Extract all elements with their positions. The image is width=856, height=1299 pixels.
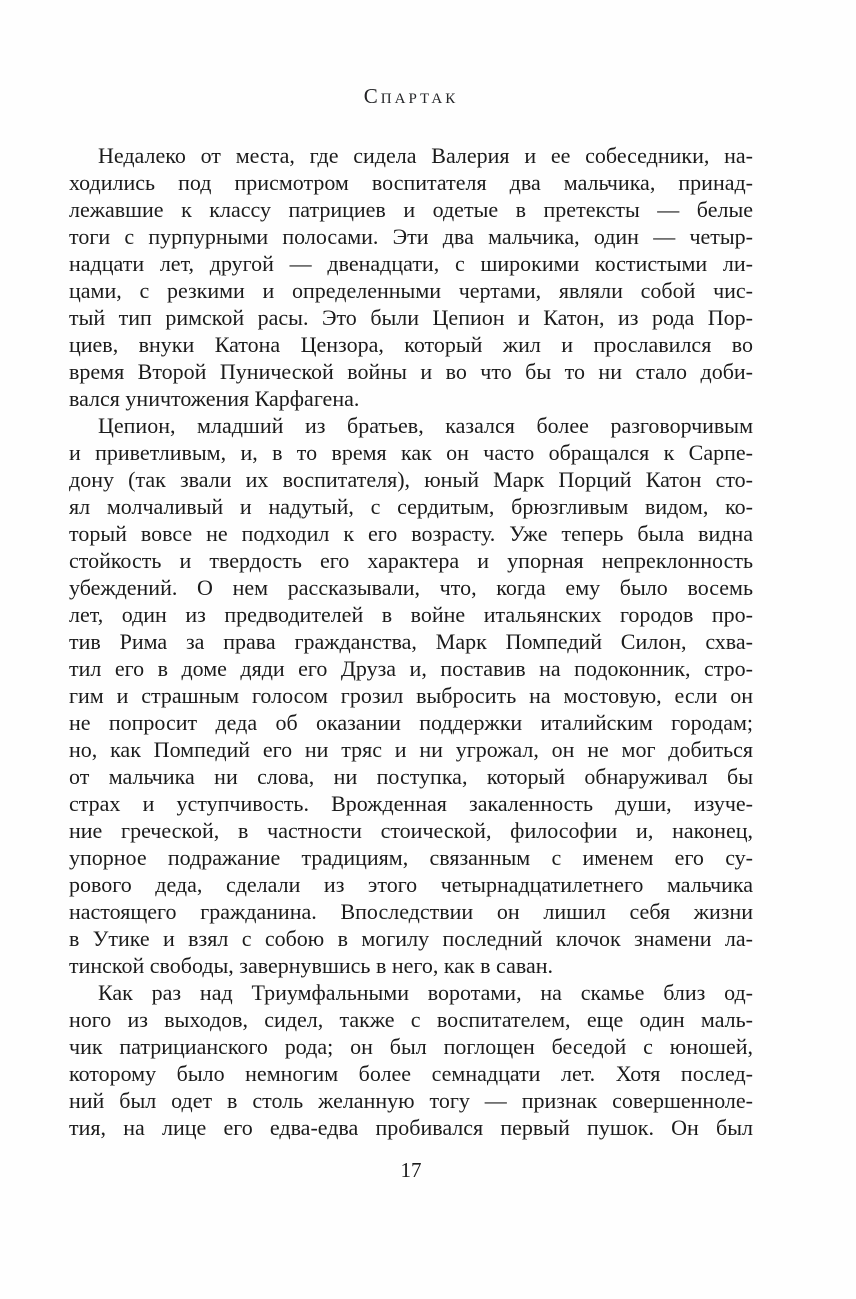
text-line: цами, с резкими и определенными чертами, являли собой чис- xyxy=(69,278,753,303)
text-line: время Второй Пунической войны и во что бы то ни стало доби- xyxy=(69,359,753,384)
text-line: вался уничтожения Карфагена. xyxy=(69,386,360,411)
text-line: чик патрицианского рода; он был поглощен беседой с юношей, xyxy=(69,1034,753,1059)
text-line: надцати лет, другой — двенадцати, с широкими костистыми ли- xyxy=(69,251,753,276)
text-line: тил его в доме дяди его Друза и, поставив на подоконник, стро- xyxy=(69,656,753,681)
text-line: лет, один из предводителей в войне итальянских городов про- xyxy=(69,602,753,627)
running-head: Спартак xyxy=(363,84,459,108)
text-line: страх и уступчивость. Врожденная закаленность души, изуче- xyxy=(69,791,753,816)
text-line: в Утике и взял с собою в могилу последний клочок знамени ла- xyxy=(69,926,753,951)
text-line: но, как Помпедий его ни тряс и ни угрожал, он не мог добиться xyxy=(69,737,753,762)
text-line: тоги с пурпурными полосами. Эти два мальчика, один — четыр- xyxy=(69,224,753,249)
text-line: Цепион, младший из братьев, казался более разговорчивым xyxy=(98,413,753,438)
text-line: дону (так звали их воспитателя), юный Марк Порций Катон сто- xyxy=(69,467,753,492)
text-line: циев, внуки Катона Цензора, который жил и прославился во xyxy=(69,332,753,357)
text-line: настоящего гражданина. Впоследствии он лишил себя жизни xyxy=(69,899,753,924)
text-line: стойкость и твердость его характера и упорная непреклонность xyxy=(69,548,753,573)
text-line: упорное подражание традициям, связанным с именем его су- xyxy=(69,845,753,870)
text-line: и приветливым, и, в то время как он часто обращался к Сарпе- xyxy=(69,440,753,465)
text-line: тинской свободы, завернувшись в него, как в саван. xyxy=(69,953,553,978)
text-line: Как раз над Триумфальными воротами, на скамье близ од- xyxy=(98,980,753,1005)
text-line: тия, на лице его едва-едва пробивался первый пушок. Он был xyxy=(69,1115,753,1140)
text-line: ходились под присмотром воспитателя два мальчика, принад- xyxy=(69,170,753,195)
text-line: ного из выходов, сидел, также с воспитателем, еще один маль- xyxy=(69,1007,753,1032)
text-line: которому было немногим более семнадцати лет. Хотя послед- xyxy=(69,1061,753,1086)
text-line: не попросит деда об оказании поддержки италийским городам; xyxy=(69,710,753,735)
text-line: убеждений. О нем рассказывали, что, когда ему было восемь xyxy=(69,575,753,600)
text-line: ний был одет в столь желанную тогу — признак совершенноле- xyxy=(69,1088,753,1113)
text-line: от мальчика ни слова, ни поступка, который обнаруживал бы xyxy=(69,764,753,789)
text-line: торый вовсе не подходил к его возрасту. Уже теперь была видна xyxy=(69,521,753,546)
text-line: Недалеко от места, где сидела Валерия и ее собеседники, на- xyxy=(98,143,753,168)
text-line: тый тип римской расы. Это были Цепион и Катон, из рода Пор- xyxy=(69,305,753,330)
text-block xyxy=(69,142,753,1141)
text-line: ял молчаливый и надутый, с сердитым, брюзгливым видом, ко- xyxy=(69,494,753,519)
text-line: лежавшие к классу патрициев и одетые в претексты — белые xyxy=(69,197,753,222)
text-line: гим и страшным голосом грозил выбросить на мостовую, если он xyxy=(69,683,753,708)
text-line: тив Рима за права гражданства, Марк Помпедий Силон, схва- xyxy=(69,629,753,654)
text-line: рового деда, сделали из этого четырнадцатилетнего мальчика xyxy=(69,872,753,897)
page-number: 17 xyxy=(400,1158,422,1182)
text-line: ние греческой, в частности стоической, философии и, наконец, xyxy=(69,818,753,843)
